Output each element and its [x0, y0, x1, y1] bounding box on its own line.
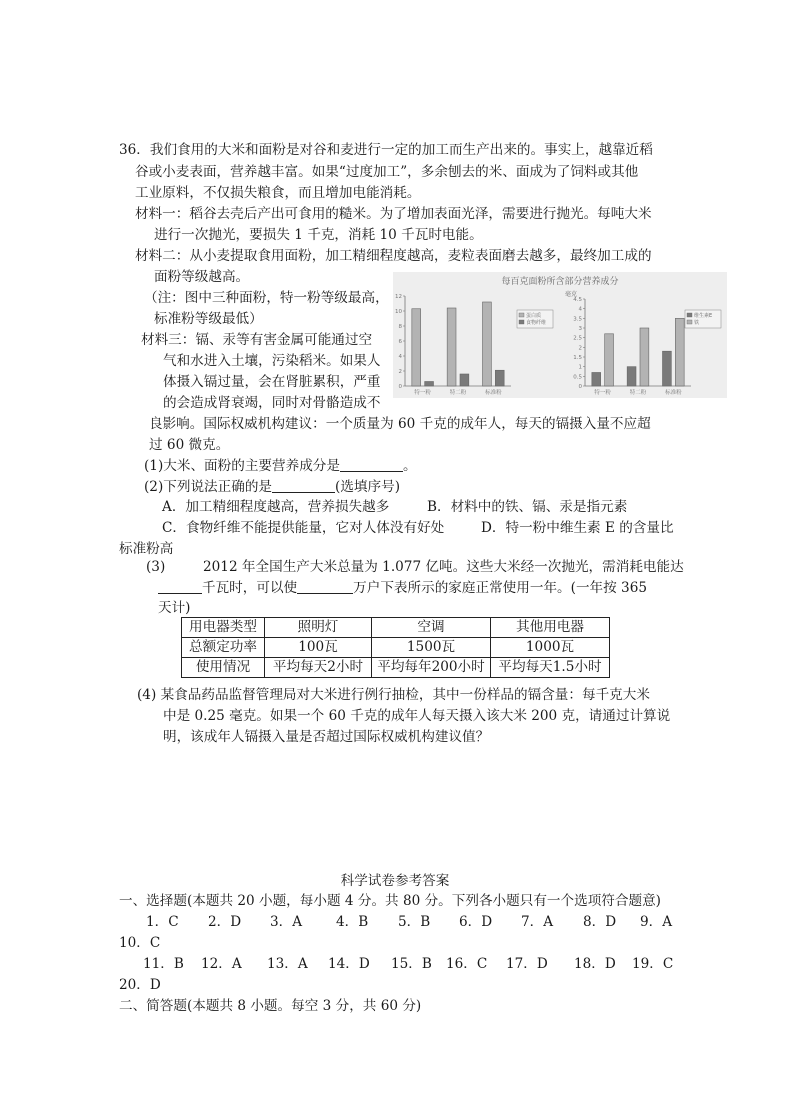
right-chart-tick-label: 2.5 [573, 335, 582, 342]
answer-item: 13．A [267, 956, 308, 972]
material-2-line-2: 面粉等级越高。 [154, 269, 250, 285]
question-4-line-2: 中是 0.25 毫克。如果一个 60 千克的成年人每天摄入该大米 200 克，请通过计算说 [163, 708, 671, 724]
table-cell: 1000瓦 [491, 638, 610, 658]
right-chart-tick-label: 0.5 [573, 374, 582, 381]
material-3-line-5: 良影响。国际权威机构建议：一个质量为 60 千克的成年人，每天的镉摄入量不应超 [149, 416, 651, 432]
left-chart-tick-label: 4 [398, 354, 402, 360]
left-chart-tick-label: 12 [395, 294, 402, 300]
question-3-text: 2012 年全国生产大米总量为 1.077 亿吨。这些大米经一次抛光，需消耗电能达 [203, 559, 684, 575]
answer-item: 5．B [398, 914, 431, 930]
option-d: D．特一粉中维生素 E 的含量比 [481, 520, 674, 536]
left-chart-legend-swatch [519, 320, 524, 324]
answer-row-2-wrap: 20．D [119, 977, 161, 993]
answer-item: 15．B [391, 956, 432, 972]
nutrition-figure [393, 272, 727, 398]
question-1-blank[interactable] [340, 457, 403, 472]
question-4-line-3: 明，该成年人镉摄入量是否超过国际权威机构建议值？ [163, 729, 490, 745]
table-cell: 照明灯 [265, 618, 372, 638]
table-row [182, 638, 610, 658]
question-intro-line-3: 工业原料，不仅损失粮食，而且增加电能消耗。 [135, 185, 421, 201]
right-chart-legend-label: 维生素E [694, 313, 713, 319]
table-cell: 100瓦 [265, 638, 372, 658]
answer-item: 2．D [208, 914, 242, 930]
question-2-hint: (选填序号) [335, 479, 400, 495]
answer-item: 19．C [632, 956, 674, 972]
question-3-line-2 [158, 578, 647, 598]
table-cell: 空调 [372, 618, 491, 638]
right-chart-legend-swatch [687, 320, 692, 324]
left-chart-tick-label: 0 [398, 384, 402, 390]
question-4-line-1: (4) 某食品药品监督管理局对大米进行例行抽检，其中一份样品的镉含量：每千克大米 [137, 687, 650, 703]
right-chart-tick-label: 1.5 [573, 355, 582, 361]
right-chart-tick-label: 4 [578, 306, 582, 313]
answer-item: 6．D [459, 914, 493, 930]
option-a: A．加工精细程度越高，营养损失越多 [162, 499, 390, 515]
question-2-text: (2)下列说法正确的是 [144, 479, 273, 495]
left-chart-bar [447, 308, 456, 386]
answer-item: 11．B [143, 956, 184, 972]
note-line-1: （注：图中三种面粉，特一粉等级最高， [144, 290, 389, 306]
nutrition-bar-charts [393, 272, 727, 398]
question-intro-line-1: 36．我们食用的大米和面粉是对谷和麦进行一定的加工而生产出来的。事实上，越靠近稻 [119, 142, 653, 158]
right-chart-unit: 毫克 [565, 291, 578, 298]
note-line-2: 标准粉等级最低） [154, 311, 263, 327]
question-3-number: (3) [146, 559, 166, 575]
answer-row-1-wrap: 10．C [119, 935, 161, 951]
question-1-text: (1)大米、面粉的主要营养成分是 [144, 458, 340, 474]
left-chart-tick-label: 2 [398, 369, 402, 375]
question-3-blank-2[interactable] [297, 579, 353, 594]
answer-item: 1．C [146, 914, 179, 930]
material-3-line-1: 材料三：镉、汞等有害金属可能通过空 [141, 332, 373, 348]
table-cell: 用电器类型 [182, 618, 265, 638]
appliance-table [181, 617, 610, 678]
option-c: C．食物纤维不能提供能量，它对人体没有好处 [162, 520, 445, 536]
option-d-continued: 标准粉高 [119, 541, 174, 557]
figure-title: 每百克面粉所含部分营养成分 [501, 277, 619, 287]
question-3-mid-1: 千瓦时，可以使 [202, 580, 298, 596]
table-cell: 总额定功率 [182, 638, 265, 658]
right-chart-tick-label: 3 [578, 326, 582, 332]
material-1-line-2: 进行一次抛光，要损失 1 千克，消耗 10 千瓦时电能。 [154, 227, 483, 243]
table-row [182, 658, 610, 678]
right-chart-tick-label: 2 [578, 345, 582, 352]
question-2 [144, 477, 400, 497]
left-chart-legend-swatch [519, 313, 524, 317]
left-chart-bar [460, 374, 469, 386]
answer-item: 17．D [506, 956, 548, 972]
right-chart-bar [592, 372, 601, 386]
left-chart-bar [495, 370, 504, 386]
right-chart-bar [640, 328, 649, 386]
right-chart-bar [675, 318, 684, 386]
left-chart-category-label: 标准粉 [485, 390, 502, 396]
left-chart-legend-label: 食物纤维 [526, 320, 547, 326]
left-chart-category-label: 特一粉 [414, 390, 431, 396]
left-chart-tick-label: 6 [398, 339, 402, 345]
answer-section-1: 一、选择题(本题共 20 小题，每小题 4 分。共 80 分。下列各小题只有一个选项符合题意) [119, 893, 661, 909]
question-2-blank[interactable] [272, 478, 335, 493]
table-cell: 平均每年200小时 [372, 658, 491, 678]
question-3-mid-2: 万户下表所示的家庭正常使用一年。(一年按 365 [353, 580, 648, 596]
answer-item: 18．D [574, 956, 616, 972]
material-1-line-1: 材料一：稻谷去壳后产出可食用的糙米。为了增加表面光泽，需要进行抛光。每吨大米 [135, 206, 652, 222]
material-3-line-3: 体摄入镉过量，会在肾脏累积，严重 [163, 374, 381, 390]
right-chart-legend-swatch [687, 313, 692, 317]
question-3-end: 天计) [158, 600, 191, 616]
question-3-blank-1[interactable] [158, 579, 202, 594]
right-chart-bar [627, 367, 636, 386]
material-2-line-1: 材料二：从小麦提取食用面粉，加工精细程度越高，麦粒表面磨去越多，最终加工成的 [135, 248, 652, 264]
answer-item: 3．A [270, 914, 303, 930]
answer-item: 7．A [521, 914, 554, 930]
left-chart-category-label: 特二粉 [449, 390, 467, 396]
left-chart-tick-label: 8 [398, 324, 402, 330]
right-chart-category-label: 标准粉 [665, 390, 682, 396]
answer-item: 4．B [336, 914, 369, 930]
table-cell: 平均每天1.5小时 [491, 658, 610, 678]
question-1 [144, 456, 417, 476]
table-row [182, 618, 610, 638]
option-b: B．材料中的铁、镉、汞是指元素 [427, 499, 628, 515]
right-chart-tick-label: 0 [578, 384, 582, 390]
right-chart-category-label: 特一粉 [594, 390, 611, 396]
right-chart-tick-label: 3.5 [573, 316, 582, 323]
answer-item: 14．D [328, 956, 370, 972]
table-cell: 其他用电器 [491, 618, 610, 638]
answer-item: 8．D [583, 914, 617, 930]
material-3-line-2: 气和水进入土壤，污染稻米。如果人 [163, 353, 381, 369]
right-chart-bar [663, 351, 672, 386]
question-intro-line-2: 谷或小麦表面，营养越丰富。如果“过度加工”，多余刨去的米、面成为了饲料或其他 [135, 164, 639, 180]
table-cell: 使用情况 [182, 658, 265, 678]
answer-item: 12．A [201, 956, 242, 972]
right-chart-tick-label: 4.5 [573, 297, 582, 303]
left-chart-tick-label: 10 [395, 309, 402, 315]
material-3-line-6: 过 60 微克。 [149, 437, 230, 453]
table-cell: 平均每天2小时 [265, 658, 372, 678]
answer-section-2: 二、简答题(本题共 8 小题。每空 3 分，共 60 分) [119, 998, 422, 1014]
left-chart-bar [412, 309, 421, 386]
left-chart-bar [425, 382, 434, 387]
right-chart-tick-label: 1 [578, 364, 582, 371]
answer-item: 9．A [640, 914, 673, 930]
left-chart-bar [483, 302, 492, 386]
left-chart-legend-label: 蛋白质 [526, 313, 542, 319]
material-3-line-4: 的会造成肾衰竭，同时对骨骼造成不 [163, 395, 381, 411]
right-chart-category-label: 特二粉 [629, 390, 647, 396]
answer-key-title: 科学试卷参考答案 [340, 873, 450, 889]
question-1-end: 。 [402, 458, 417, 474]
right-chart-bar [605, 334, 614, 386]
answer-item: 16．C [446, 956, 488, 972]
right-chart-legend-label: 铁 [694, 320, 700, 326]
table-cell: 1500瓦 [372, 638, 491, 658]
